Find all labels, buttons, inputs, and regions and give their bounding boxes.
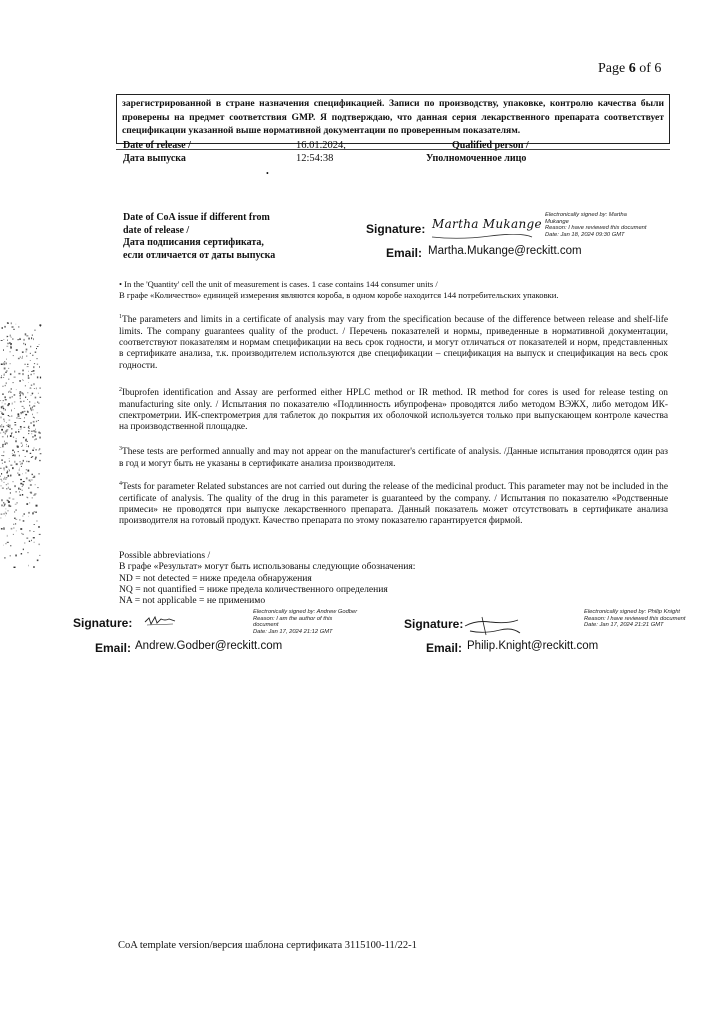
release-date-value: 16.01.2024, 12:54:38 [296,140,346,164]
qp-email-label: Email: [386,246,423,260]
qp-signature-underline [430,234,534,240]
qualified-person-label: Qualified person / Уполномоченное лицо [426,140,529,164]
footnote-3: $^3$These tests are performed annually and may not appear on the manufacturer's certificate of analysis. /Данные испытания проводятся один раз в год и могут быть не указаны в сертификате анализа производителя. [119,446,668,469]
page-number: Page 6 of 6 [598,61,662,76]
left-email: Andrew.Godber@reckitt.com [135,640,283,652]
qp-statement-box [116,94,670,144]
left-email-label: Email: [95,641,132,655]
footnote-1: $^1$The parameters and limits in a certificate of analysis may vary from the specification because of the difference between release and shelf-life limits. The company guarantees quality of the product. / Перечень показателей и нормы, приведенные в нормативной документации, соответствуют показателям и нормам спецификации на весь срок годности, и могут отличаться от показателей и норм, представленных в сертификате анализа, т.к. производителем используются две спецификации – спецификация на выпуск и спецификация на весь срок годности. [119,314,668,371]
footnote-2: $^2$Ibuprofen identification and Assay are performed either HPLC method or IR method. IR method for cores is used for release testing on manufacturing site only. / Испытания по показателю «Подлинность ибупрофена» проводятся либо методом ВЭЖХ, либо методом ИК-спектрометрии. ИК-спектрометрия для таблеток до покрытия их оболочкой используется только при выпускающем контроле качества на производственной площадке. [119,387,668,433]
right-esign-stamp: Electronically signed by: Philip Knight Reason: I have reviewed this document Date: Jan 17, 2024 21:21 GMT [584,609,686,629]
qp-email: Martha.Mukange@reckitt.com [428,245,582,257]
right-email-label: Email: [426,641,463,655]
right-signature-label: Signature: [404,617,464,631]
qp-handwritten-signature: Martha Mukange [432,217,542,231]
qp-signature-label: Signature: [366,222,426,236]
abbreviations-list: Possible abbreviations / В графе «Результат» могут быть использованы следующие обозначения: ND = not detected = ниже предела обнаружения NQ = not quantified = ниже предела количественного определения NA = not applicable = не применимо [119,550,416,607]
template-version-footer: CoA template version/версия шаблона сертификата 3115100-11/22-1 [118,940,417,951]
left-handwritten-signature [143,612,177,630]
left-esign-stamp: Electronically signed by: Andrew Godber Reason: I am the author of this document Date: Jan 17, 2024 21:12 GMT [253,609,358,635]
coa-issue-label: Date of CoA issue if different from date of release / Дата подписания сертификата, если отличается от даты выпуска [123,212,276,261]
right-handwritten-signature [462,611,524,639]
page-current: 6 [628,61,636,76]
left-signature-label: Signature: [73,616,133,630]
right-email: Philip.Knight@reckitt.com [467,640,599,652]
qp-statement-text: зарегистрированной в стране назначения спецификацией. Записи по производству, упаковке, контролю качества были проверены на предмет соответствия GMP. Я подтверждаю, что данная серия лекарственного препарата соответствует спецификации указанной выше нормативной документации по проверенным показателям. [122,98,664,136]
qp-esign-stamp: Electronically signed by: Martha Mukange Reason: I have reviewed this document Date: Jan 18, 2024 09:30 GMT [545,212,647,238]
mark-dot: • [266,169,269,178]
footnote-4: $^4$Tests for parameter Related substances are not carried out during the release of the medicinal product. This parameter may not be included in the certificate of analysis. The quality of the drug in this parameter is guaranteed by the company. / Испытания по показателю «Родственные примеси» не проводятся при выпуске лекарственного препарата. Данный показатель может отсутствовать в сертификате анализа производителя на готовый продукт. Качество препарата по этому показателю гарантируется фирмой. [119,481,668,527]
release-date-label: Date of release / Дата выпуска [123,140,191,164]
quantity-note: • In the 'Quantity' cell the unit of measurement is cases. 1 case contains 144 consumer units / В графе «Количество» единицей измерения являются короба, в одном коробе находится 144 потребительских упаковки. [119,279,559,300]
release-row-divider [116,149,670,150]
scan-noise-artifact [0,322,42,572]
